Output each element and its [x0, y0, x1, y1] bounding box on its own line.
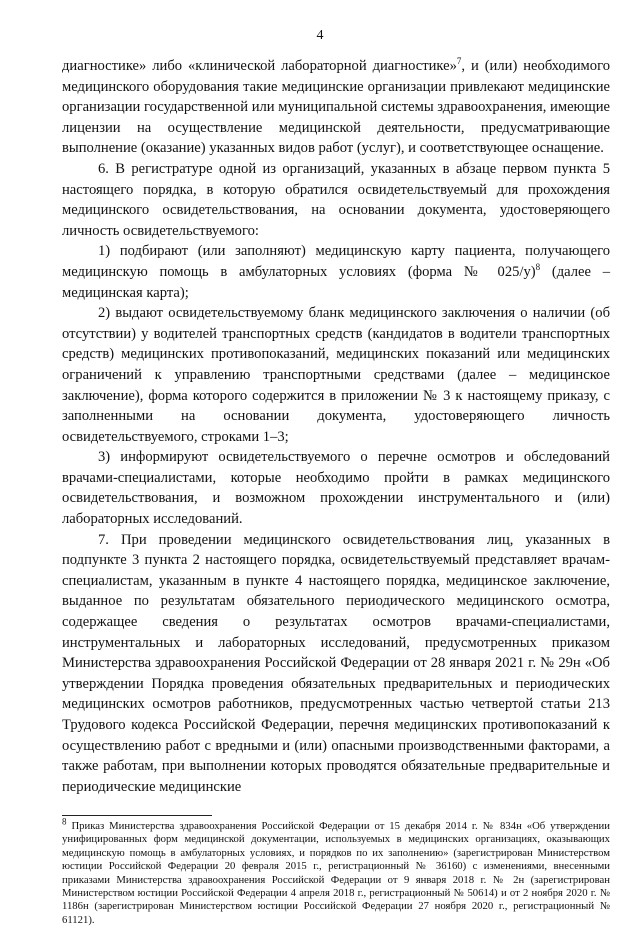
paragraph-subitem-1: [62, 241, 610, 303]
footnote-ref: 7: [456, 56, 462, 67]
footnote-marker: 8: [62, 816, 67, 827]
footnote-text: Приказ Министерства здравоохранения Российской Федерации от 15 декабря 2014 г. № 834н «Об утверждении унифицированных форм медицинской документации, используемых в медицинских организациях, оказывающих медицинскую помощь в амбулаторных условиях, и порядков по их заполнению» (зарегистрирован Министерством юстиции Российской Федерации 20 февраля 2015 г., регистрационный № 36160) с изменениями, внесенными приказами Министерства здравоохранения Российской Федерации от 9 января 2018 г. № 2н (зарегистрирован Министерством юстиции Российской Федерации 4 апреля 2018 г., регистрационный № 50614) и от 2 ноября 2020 г. № 1186н (зарегистрирован Министерством юстиции Российской Федерации 27 ноября 2020 г., регистрационный № 61121).: [62, 820, 610, 926]
paragraph-item-6: 6. В регистратуре одной из организаций, указанных в абзаце первом пункта 5 настоящего порядка, в которую обратился освидетельствуемый для прохождения медицинского освидетельствования, на основании документа, удостоверяющего личность освидетельствуемого:: [62, 160, 610, 239]
paragraph-text: 1) подбирают (или заполняют) медицинскую карту пациента, получающего медицинскую помощь в амбулаторных условиях (форма № 025/у): [62, 243, 610, 280]
paragraph-subitem-2: 2) выдают освидетельствуемому бланк медицинского заключения о наличии (об отсутствии) у водителей транспортных средств (кандидатов в водители транспортных средств) медицинских противопоказаний, медицинских показаний или медицинских ограничений к управлению транспортными средствами (далее – медицинское заключение), форма которого содержится в приложении № 3 к настоящему приказу, с заполненными на основании документа, удостоверяющего личность освидетельствуемого, строками 1–3;: [62, 305, 610, 445]
paragraph-text: , и (или) необходимого медицинского оборудования такие медицинские организации привлекают медицинские организации государственной или муниципальной системы здравоохранения, имеющие лицензии на осуществление медицинской деятельности, предусматривающие выполнение (оказание) указанных видов работ (услуг), и соответствующее оснащение.: [62, 58, 610, 157]
paragraph-text: (далее – медицинская карта);: [62, 263, 610, 301]
body-text: [62, 56, 610, 797]
footnote-divider: [62, 815, 212, 816]
footnote-ref: 8: [535, 262, 541, 273]
paragraph-subitem-3: 3) информируют освидетельствуемого о перечне осмотров и обследований врачами-специалистами, которые необходимо пройти в рамках медицинского освидетельствования, и возможном прохождении инструментального и (или) лабораторных исследований.: [62, 449, 610, 528]
paragraph-text: диагностике» либо «клинической лабораторной диагностике»: [62, 58, 457, 74]
page-number: 4: [316, 28, 324, 43]
footnote: [62, 816, 610, 927]
paragraph-item-7: 7. При проведении медицинского освидетельствования лиц, указанных в подпункте 3 пункта 2 настоящего порядка, освидетельствуемый представляет врачам-специалистам, указанным в пункте 4 настоящего порядка, медицинское заключение, выданное по результатам обязательного периодического медицинского осмотра, содержащее сведения о результатах осмотров врачами-специалистами, инструментальных и лабораторных исследований, предусмотренных приказом Министерства здравоохранения Российской Федерации от 28 января 2021 г. № 29н «Об утверждении Порядка проведения обязательных предварительных и периодических медицинских осмотров работников, предусмотренных частью четвертой статьи 213 Трудового кодекса Российской Федерации, перечня медицинских противопоказаний к осуществлению работ с вредными и (или) опасными производственными факторами, а также работам, при выполнении которых проводятся обязательные предварительные и периодические медицинские: [62, 531, 610, 795]
paragraph-continuation: [62, 56, 610, 159]
